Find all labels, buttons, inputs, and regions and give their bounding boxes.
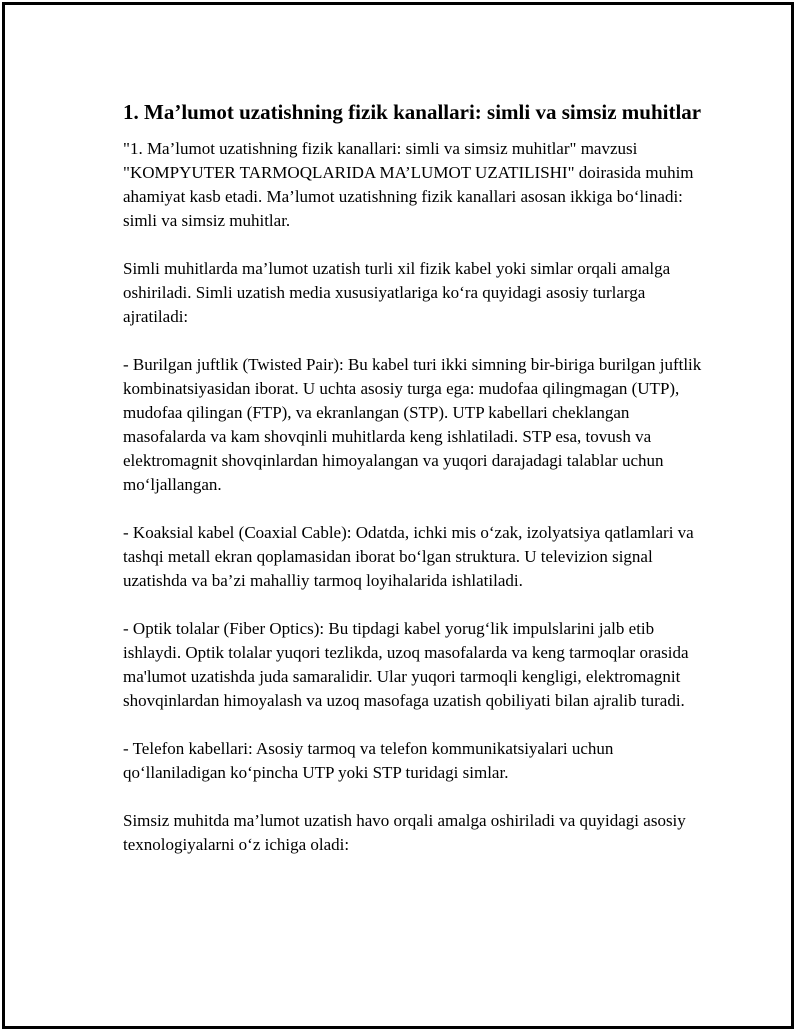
document-body <box>123 100 703 881</box>
paragraph-wired-media: Simli muhitlarda ma’lumot uzatish turli xil fizik kabel yoki simlar orqali amalga oshiriladi. Simli uzatish media xususiyatlariga ko‘ra quyidagi asosiy turlarga ajratiladi: <box>123 259 671 326</box>
paragraph-twisted-pair: - Burilgan juftlik (Twisted Pair): Bu kabel turi ikki simning bir-biriga burilgan juftlik kombinatsiyasidan iborat. U uchta asosiy turga ega: mudofaa qilingmagan (UTP), mudofaa qilingan (FTP), va ekranlangan (STP). UTP kabellari cheklangan masofalarda va kam shovqinli muhitlarda keng ishlatiladi. STP esa, tovush va elektromagnit shovqinlardan himoyalangan va yuqori darajadagi talablar uchun mo‘ljallangan. <box>123 355 702 494</box>
paragraph-fiber-optics: - Optik tolalar (Fiber Optics): Bu tipdagi kabel yorug‘lik impulslarini jalb etib ishlaydi. Optik tolalar yuqori tezlikda, uzoq masofalarda va keng tarmoqlar orasida ma'lumot uzatishda juda samaralidir. Ular yuqori tarmoqli kengligi, elektromagnit shovqinlardan himoyalash va uzoq masofaga uzatish qobiliyati bilan ajralib turadi. <box>123 619 689 710</box>
paragraph-telephone-cables: - Telefon kabellari: Asosiy tarmoq va telefon kommunikatsiyalari uchun qo‘llaniladigan ko‘pincha UTP yoki STP turidagi simlar. <box>123 739 614 782</box>
page-frame <box>2 2 794 1029</box>
section-heading: 1. Ma’lumot uzatishning fizik kanallari: simli va simsiz muhitlar <box>123 100 702 124</box>
paragraph-intro: "1. Ma’lumot uzatishning fizik kanallari: simli va simsiz muhitlar" mavzusi "KOMPYUTER TARMOQLARIDA MA’LUMOT UZATILISHI" doirasida muhim ahamiyat kasb etadi. Ma’lumot uzatishning fizik kanallari asosan ikkiga bo‘linadi: simli va simsiz muhitlar. <box>123 139 694 230</box>
paragraph-wireless-media: Simsiz muhitda ma’lumot uzatish havo orqali amalga oshiriladi va quyidagi asosiy texnologiyalarni o‘z ichiga oladi: <box>123 811 686 854</box>
paragraph-coaxial-cable: - Koaksial kabel (Coaxial Cable): Odatda, ichki mis o‘zak, izolyatsiya qatlamlari va tashqi metall ekran qoplamasidan iborat bo‘lgan struktura. U televizion signal uzatishda va ba’zi mahalliy tarmoq loyihalarida ishlatiladi. <box>123 523 694 590</box>
